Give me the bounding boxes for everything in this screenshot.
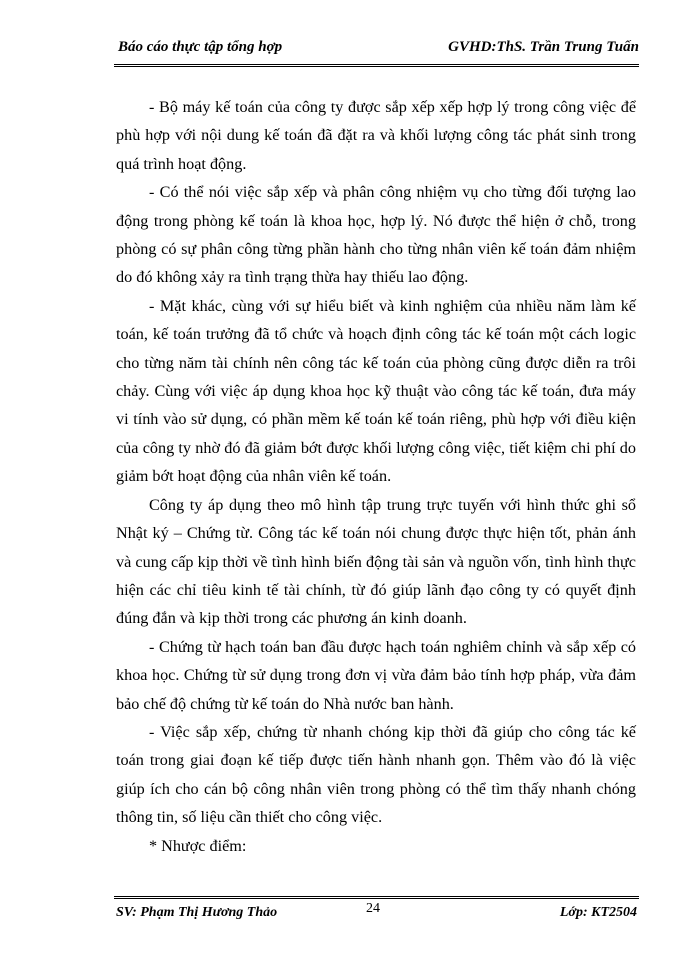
section-heading-weaknesses: * Nhược điểm:: [149, 836, 247, 855]
paragraph: Công ty áp dụng theo mô hình tập trung trực tuyến với hình thức ghi sổ Nhật ký – Chứng từ. Công tác kế toán nói chung được thực hiện tốt, phản ánh và cung cấp kịp thời về tình hình biến động tài sản và nguồn vốn, tình hình thực hiện các chỉ tiêu kinh tế tài chính, từ đó giúp lãnh đạo công ty có quyết định đúng đắn và kịp thời trong các phương án kinh doanh.: [116, 495, 636, 628]
paragraph: - Việc sắp xếp, chứng từ nhanh chóng kịp thời đã giúp cho công tác kế toán trong giai đoạn kế tiếp được tiến hành nhanh gọn. Thêm vào đó là việc giúp ích cho cán bộ công nhân viên trong phòng có thể tìm thấy nhanh chóng thông tin, số liệu cần thiết cho công việc.: [116, 722, 636, 827]
class-code: Lớp: KT2504: [559, 905, 637, 920]
supervisor-name: GVHD:ThS. Trần Trung Tuấn: [448, 39, 639, 55]
paragraph: - Có thể nói việc sắp xếp và phân công nhiệm vụ cho từng đối tượng lao động trong phòng kế toán là khoa học, hợp lý. Nó được thể hiện ở chỗ, trong phòng có sự phân công từng phần hành cho từng nhân viên kế toán đảm nhiệm do đó không xảy ra tình trạng thừa hay thiếu lao động.: [116, 183, 636, 287]
paragraph: - Chứng từ hạch toán ban đầu được hạch toán nghiêm chỉnh và sắp xếp có khoa học. Chứng từ sử dụng trong đơn vị vừa đảm bảo tính hợp pháp, vừa đảm bảo chế độ chứng từ kế toán do Nhà nước ban hành.: [116, 637, 636, 713]
paragraph: - Bộ máy kế toán của công ty được sắp xếp xếp hợp lý trong công việc để phù hợp với nội dung kế toán đã đặt ra và khối lượng công tác phát sinh trong quá trình hoạt động.: [116, 98, 636, 173]
paragraph: - Mặt khác, cùng với sự hiểu biết và kinh nghiệm của nhiều năm làm kế toán, kế toán trưởng đã tổ chức và hoạch định công tác kế toán một cách logic cho từng năm tài chính nên công tác kế toán của phòng cũng được diễn ra trôi chảy. Cùng với việc áp dụng khoa học kỹ thuật vào công tác kế toán, đưa máy vi tính vào sử dụng, có phần mềm kế toán kế toán riêng, phù hợp với điều kiện của công ty nhờ đó đã giảm bớt được khối lượng công việc, tiết kiệm chi phí do giảm bớt hoạt động của nhân viên kế toán.: [116, 296, 636, 486]
body-text: [116, 93, 636, 860]
report-title: Báo cáo thực tập tổng hợp: [118, 39, 283, 55]
page-footer: [114, 896, 639, 929]
page-header: [114, 38, 639, 67]
student-name: SV: Phạm Thị Hương Thảo: [116, 905, 278, 920]
page-number: 24: [366, 901, 380, 916]
